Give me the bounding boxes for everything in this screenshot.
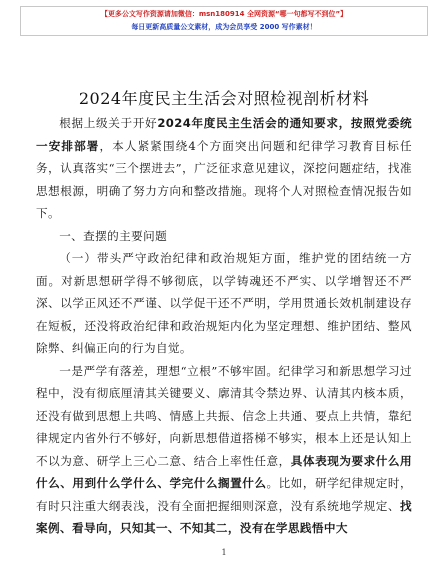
paragraph-2-bold-1: 具体表现为要求什么用什么、用到什么学什么、学完什么搁置什么 <box>36 453 412 490</box>
intro-text-bold: 2024年度民主生活会的通知要求，按照党委统一安排部署 <box>36 116 412 153</box>
document-title: 2024年度民主生活会对照检视剖析材料 <box>78 89 370 108</box>
paragraph-2-bold-2: 找案例、看导向，只知其一、不知其二，没有在学思践悟中大 <box>36 498 412 535</box>
promo-banner <box>20 6 428 36</box>
page-number: 1 <box>221 548 227 557</box>
document-body <box>36 112 412 540</box>
promo-line-1: 【更多公文写作资源请加微信：msn180914 全网资源“哪一句都写不到位”】 <box>100 10 348 18</box>
paragraph-2 <box>36 360 412 540</box>
section-heading: 一、查摆的主要问题 <box>59 228 168 243</box>
paragraph-2-text-a: 一是严学有落差，理想“立根”不够牢固。纪律学习和新思想学习过程中，没有彻底厘清其关键要义、廓清其令禁边界、认清其内核本质，还没有做到思想上共鸣、情感上共振、信念上共通、要点上共情，靠纪律规定内省外行不够好，向新思想借道搭梯不够实，根本上还是认知上不以为意、研学上三心二意、结合上率性任意， <box>36 363 412 468</box>
intro-text-a: 根据上级关于开好 <box>59 116 158 130</box>
intro-paragraph <box>36 112 412 225</box>
paragraph-1: （一）带头严守政治纪律和政治规矩方面，维护党的团结统一方面。对新思想研学得不够彻底，以学铸魂还不严实、以学增智还不严深、以学正风还不严谨、以学促干还不严明，学用贯通长效机制建设存在短板，还没将政治纪律和政治规矩内化为坚定理想、维护团结、整风除弊、纠偏正向的行为自觉。 <box>36 251 412 355</box>
promo-line-2: 每日更新高质量公文素材，成为会员享受 2000 写作素材！ <box>131 23 317 31</box>
intro-text-c: ，本人紧紧围绕4个方面突出问题和纪律学习教育目标任务，认真落实“三个摆进去”，广泛征求意见建议，深挖问题症结，找准思想根源，明确了努力方向和整改措施。现将个人对照检查情况报告如下。 <box>36 138 412 220</box>
paragraph-2-text-c: 。比如，研学纪律规定时，有时只注重大纲表浅，没有全面把握细则深意，没有系统地学规定、 <box>36 476 412 513</box>
